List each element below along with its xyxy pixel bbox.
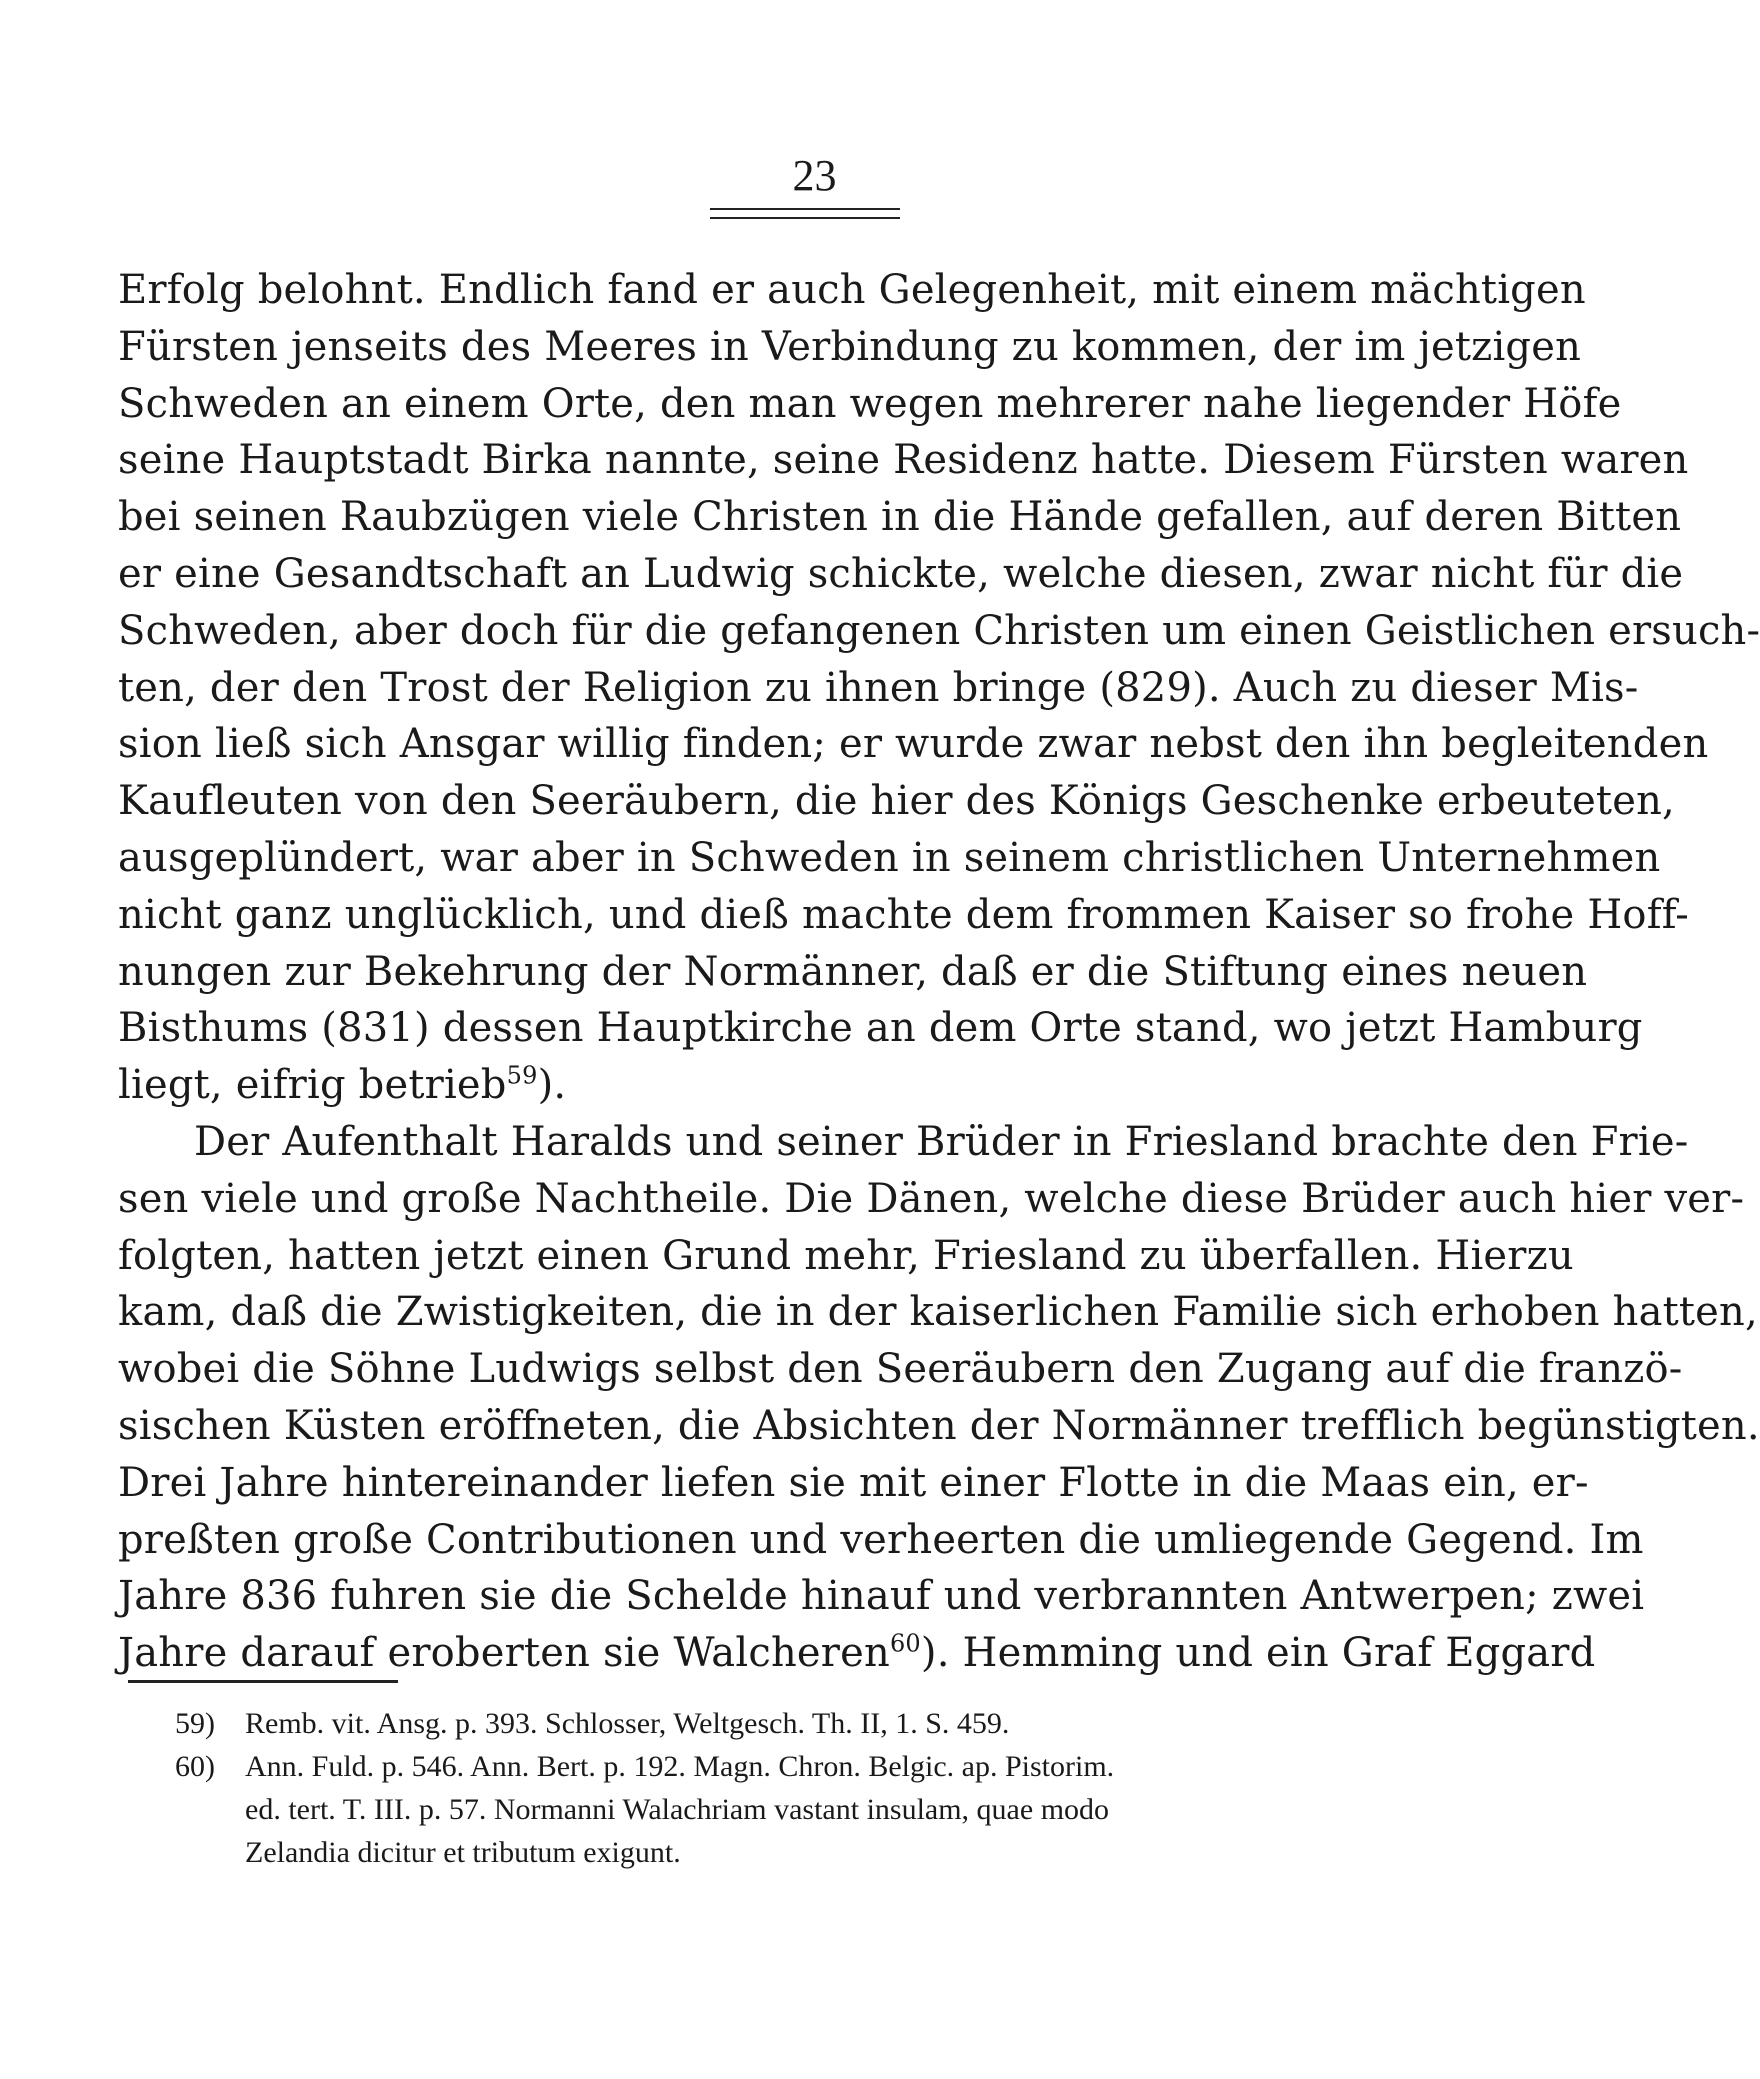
text-line: folgten, hatten jetzt einen Grund mehr, Friesland zu überfallen. Hierzu: [118, 1232, 1574, 1279]
paragraph-1: [118, 262, 1760, 1114]
text-line: Schweden, aber doch für die gefangenen Christen um einen Geistlichen ersuch-: [118, 607, 1760, 654]
text-line: nungen zur Bekehrung der Normänner, daß er die Stiftung eines neuen: [118, 948, 1588, 995]
text-line: [118, 1057, 1496, 1114]
footnote-text: Ann. Fuld. p. 546. Ann. Bert. p. 192. Magn. Chron. Belgic. ap. Pistorim.: [245, 1750, 1115, 1783]
footnote-line: [175, 1702, 1485, 1745]
text-line: nicht ganz unglücklich, und dieß machte dem frommen Kaiser so frohe Hoff-: [118, 891, 1690, 938]
header-double-rule: [710, 208, 900, 219]
footnote-ref-60[interactable]: 60: [889, 1629, 921, 1658]
text-line: wobei die Söhne Ludwigs selbst den Seeräubern den Zugang auf die franzö-: [118, 1346, 1683, 1393]
text-line: er eine Gesandtschaft an Ludwig schickte, welche diesen, zwar nicht für die: [118, 550, 1684, 597]
text-line: seine Hauptstadt Birka nannte, seine Residenz hatte. Diesem Fürsten waren: [118, 437, 1689, 484]
text-line: Der Aufenthalt Haralds und seiner Brüder in Friesland brachte den Frie-: [194, 1118, 1689, 1165]
footnote-number: 60): [175, 1750, 215, 1783]
body-text: [118, 262, 1760, 1682]
footnote-number: 59): [175, 1707, 215, 1740]
footnote-59: [175, 1702, 1485, 1745]
footnote-line: Zelandia dicitur et tributum exigunt.: [245, 1836, 681, 1869]
text-line-content: Jahre darauf eroberten sie Walcheren: [118, 1630, 890, 1677]
text-line: Kaufleuten von den Seeräubern, die hier des Königs Geschenke erbeuteten,: [118, 778, 1675, 825]
text-line: kam, daß die Zwistigkeiten, die in der kaiserlichen Familie sich erhoben hatten,: [118, 1289, 1758, 1336]
paragraph-2: [118, 1114, 1760, 1682]
text-line-tail: ).: [537, 1062, 567, 1109]
text-line-tail: ). Hemming und ein Graf Eggard: [920, 1630, 1596, 1677]
text-line: preßten große Contributionen und verheerten die umliegende Gegend. Im: [118, 1516, 1644, 1563]
text-line: sischen Küsten eröffneten, die Absichten der Normänner trefflich begünstigten.: [118, 1402, 1760, 1449]
text-line: sion ließ sich Ansgar willig finden; er wurde zwar nebst den ihn begleitenden: [118, 721, 1709, 768]
text-line: [118, 1625, 1596, 1682]
text-line: ten, der den Trost der Religion zu ihnen bringe (829). Auch zu dieser Mis-: [118, 664, 1639, 711]
text-line: Fürsten jenseits des Meeres in Verbindung zu kommen, der im jetzigen: [118, 323, 1582, 370]
text-line: Bisthums (831) dessen Hauptkirche an dem Orte stand, wo jetzt Hamburg: [118, 1005, 1643, 1052]
footnotes: [175, 1702, 1485, 1874]
text-line: ausgeplündert, war aber in Schweden in seinem christlichen Unternehmen: [118, 834, 1661, 881]
footnote-separator: [128, 1680, 398, 1683]
footnote-line: ed. tert. T. III. p. 57. Normanni Walachriam vastant insulam, quae modo: [245, 1793, 1110, 1826]
page-number: 23: [792, 151, 837, 200]
text-line: Drei Jahre hintereinander liefen sie mit einer Flotte in die Maas ein, er-: [118, 1459, 1589, 1506]
footnote-60: [175, 1745, 1485, 1874]
text-line: Erfolg belohnt. Endlich fand er auch Gelegenheit, mit einem mächtigen: [118, 267, 1586, 313]
text-line: bei seinen Raubzügen viele Christen in die Hände gefallen, auf deren Bitten: [118, 494, 1682, 541]
footnote-line: [175, 1745, 1485, 1788]
footnote-text: Remb. vit. Ansg. p. 393. Schlosser, Weltgesch. Th. II, 1. S. 459.: [245, 1707, 1010, 1740]
text-line-content: liegt, eifrig betrieb: [118, 1062, 507, 1109]
text-line: Jahre 836 fuhren sie die Schelde hinauf und verbrannten Antwerpen; zwei: [118, 1573, 1645, 1620]
text-line: sen viele und große Nachtheile. Die Dänen, welche diese Brüder auch hier ver-: [118, 1175, 1745, 1222]
text-line: Schweden an einem Orte, den man wegen mehrerer nahe liegender Höfe: [118, 380, 1622, 427]
footnote-ref-59[interactable]: 59: [506, 1061, 538, 1090]
